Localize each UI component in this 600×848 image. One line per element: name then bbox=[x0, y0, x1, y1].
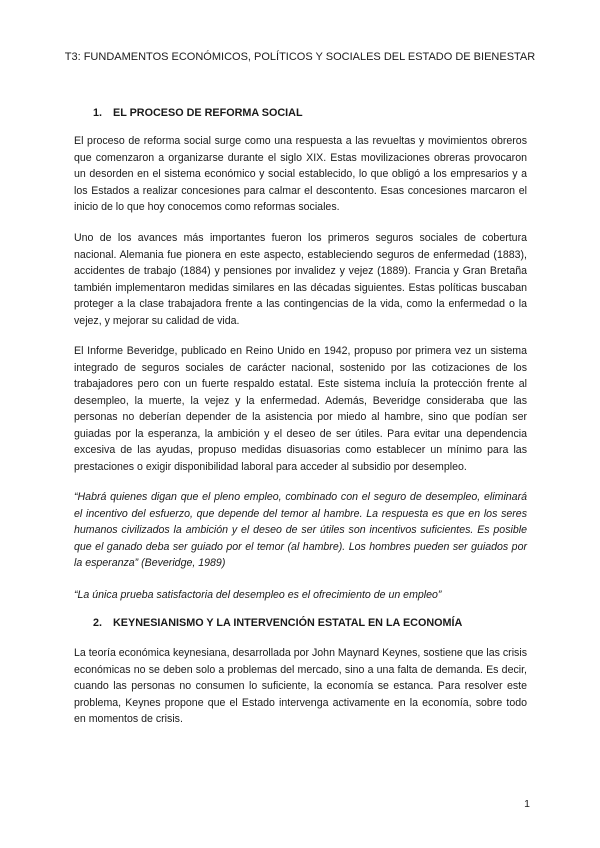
section-heading-1 bbox=[93, 107, 303, 119]
section-title: EL PROCESO DE REFORMA SOCIAL bbox=[113, 107, 303, 119]
paragraph: El proceso de reforma social surge como una respuesta a las revueltas y movimientos obreros que comenzaron a organizarse durante el siglo XIX. Estas movilizaciones obreras provocaron un desorden en el sistema económico y social establecido, lo que obligó a los empresarios y a los Estados a realizar concesiones para calmar el descontento. Esas concesiones marcaron el inicio de lo que hoy conocemos como reformas sociales. bbox=[74, 135, 527, 213]
block-quote: “La única prueba satisfactoria del desempleo es el ofrecimiento de un empleo” bbox=[74, 589, 442, 601]
section-title: KEYNESIANISMO Y LA INTERVENCIÓN ESTATAL EN LA ECONOMÍA bbox=[113, 617, 463, 629]
paragraph: La teoría económica keynesiana, desarrollada por John Maynard Keynes, sostiene que las crisis económicas no se deben solo a problemas del mercado, sino a una falta de demanda. Es decir, cuando las personas no consumen lo suficiente, la economía se estanca. Para resolver este problema, Keynes propone que el Estado intervenga activamente en la economía, sobre todo en momentos de crisis. bbox=[74, 647, 527, 725]
section-heading-2 bbox=[93, 617, 462, 629]
document-title: T3: FUNDAMENTOS ECONÓMICOS, POLÍTICOS Y SOCIALES DEL ESTADO DE BIENESTAR bbox=[64, 51, 536, 63]
paragraph: Uno de los avances más importantes fueron los primeros seguros sociales de cobertura nacional. Alemania fue pionera en este aspecto, estableciendo seguros de enfermedad (1883), accidentes de trabajo (1884) y pensiones por invalidez y vejez (1889). Francia y Gran Bretaña también implementaron medidas similares en las décadas siguientes. Estas políticas buscaban proteger a la clase trabajadora frente a las contingencias de la vida, como la enfermedad o la vejez, y mejorar su calidad de vida. bbox=[74, 232, 527, 327]
section-number: 1. bbox=[93, 107, 103, 119]
section-number: 2. bbox=[93, 617, 103, 629]
paragraph: El Informe Beveridge, publicado en Reino Unido en 1942, propuso por primera vez un sistema integrado de seguros sociales de carácter nacional, sostenido por las cotizaciones de los trabajadores pero con un fuerte respaldo estatal. Este sistema incluía la protección frente al desempleo, la muerte, la vejez y la enfermedad. Además, Beveridge consideraba que las personas no deberían depender de la asistencia por miedo al hambre, sino que podían ser guiadas por la esperanza, la ambición y el deseo de ser útiles. Para evitar una dependencia excesiva de las ayudas, propuso medidas disuasorias como establecer un mínimo para las prestaciones o exigir disponibilidad laboral para acceder al subsidio por desempleo. bbox=[74, 345, 527, 473]
block-quote: “Habrá quienes digan que el pleno empleo, combinado con el seguro de desempleo, eliminará el incentivo del esfuerzo, que depende del temor al hambre. La respuesta es que en los seres humanos civilizados la ambición y el deseo de ser útiles son incentivos suficientes. Es posible que el ganado deba ser guiado por el temor (al hambre). Los hombres pueden ser guiados por la esperanza” (Beveridge, 1989) bbox=[74, 491, 527, 569]
page-number: 1 bbox=[524, 798, 530, 810]
